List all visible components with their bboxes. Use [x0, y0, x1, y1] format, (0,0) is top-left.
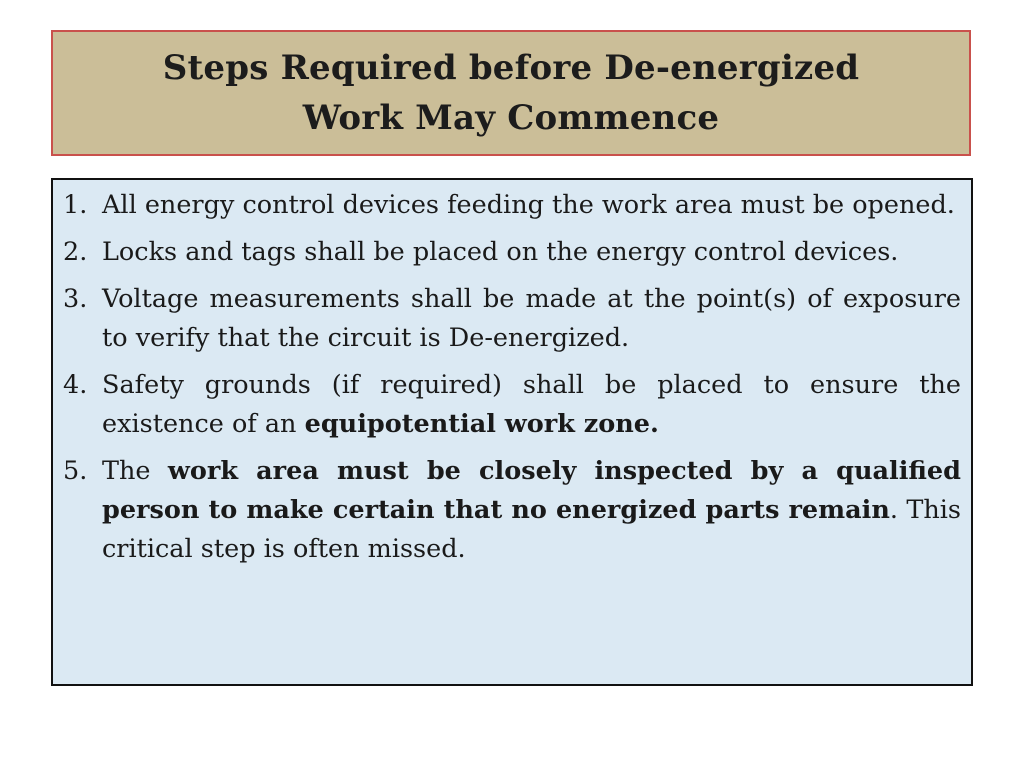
steps-content-box [51, 178, 973, 686]
steps-list [63, 186, 961, 569]
slide-title-box [51, 30, 971, 156]
step-text-end: . This critical step is often missed. [102, 495, 961, 564]
slide-title-line-2: Work May Commence [302, 98, 720, 138]
step-text: Safety grounds (if required) shall be placed to ensure the existence of an [102, 370, 961, 439]
step-number: 1. [63, 190, 88, 220]
step-number: 3. [63, 284, 88, 314]
step-item-3 [63, 280, 961, 358]
step-number: 4. [63, 370, 88, 400]
step-bold-text: work area must be closely inspected by a qualified person to make certain that no energized parts remain [102, 456, 961, 525]
slide-title-line-1: Steps Required before De-energized [162, 48, 860, 88]
step-item-5 [63, 452, 961, 569]
step-number: 5. [63, 456, 88, 486]
step-text: The [102, 456, 168, 486]
step-number: 2. [63, 237, 88, 267]
step-text: Locks and tags shall be placed on the energy control devices. [102, 237, 899, 267]
step-item-4 [63, 366, 961, 444]
step-bold-text: equipotential work zone. [304, 409, 659, 439]
step-item-1 [63, 186, 961, 225]
step-text: All energy control devices feeding the work area must be opened. [102, 190, 955, 220]
step-item-2 [63, 233, 961, 272]
step-text: Voltage measurements shall be made at the point(s) of exposure to verify that the circuit is De-energized. [102, 284, 961, 353]
